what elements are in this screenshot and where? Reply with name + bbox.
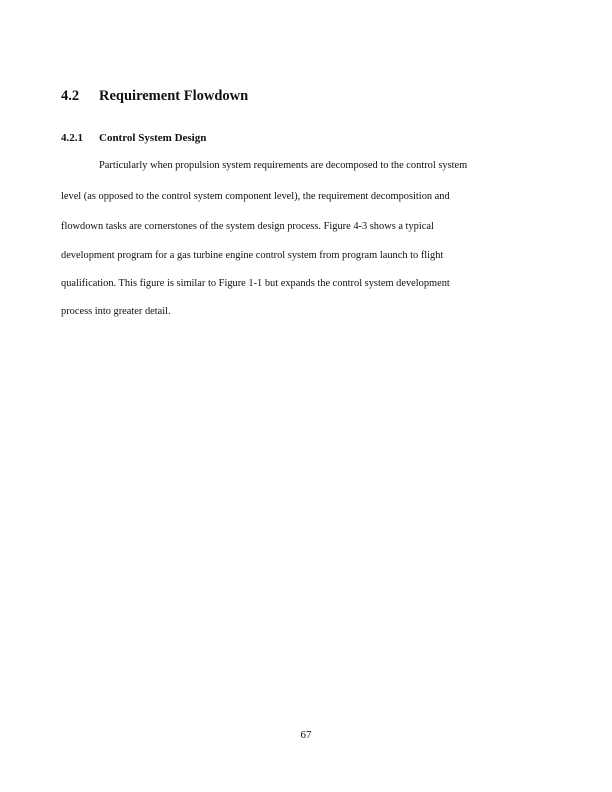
paragraph-line: level (as opposed to the control system component level), the requirement decomposition and	[61, 191, 450, 202]
paragraph-line: process into greater detail.	[61, 306, 171, 317]
section-number: 4.2	[61, 88, 80, 104]
paragraph-line: flowdown tasks are cornerstones of the system design process. Figure 4-3 shows a typical	[61, 221, 434, 232]
section-heading	[61, 88, 248, 105]
paragraph-line: development program for a gas turbine engine control system from program launch to flight	[61, 250, 444, 261]
subsection-heading	[61, 132, 206, 144]
subsection-number: 4.2.1	[61, 132, 83, 144]
paragraph-line: Particularly when propulsion system requirements are decomposed to the control system	[99, 160, 468, 171]
subsection-title: Control System Design	[99, 132, 207, 144]
page-number: 67	[300, 729, 312, 741]
section-title: Requirement Flowdown	[99, 88, 249, 104]
paragraph-line: qualification. This figure is similar to Figure 1-1 but expands the control system development	[61, 278, 450, 289]
